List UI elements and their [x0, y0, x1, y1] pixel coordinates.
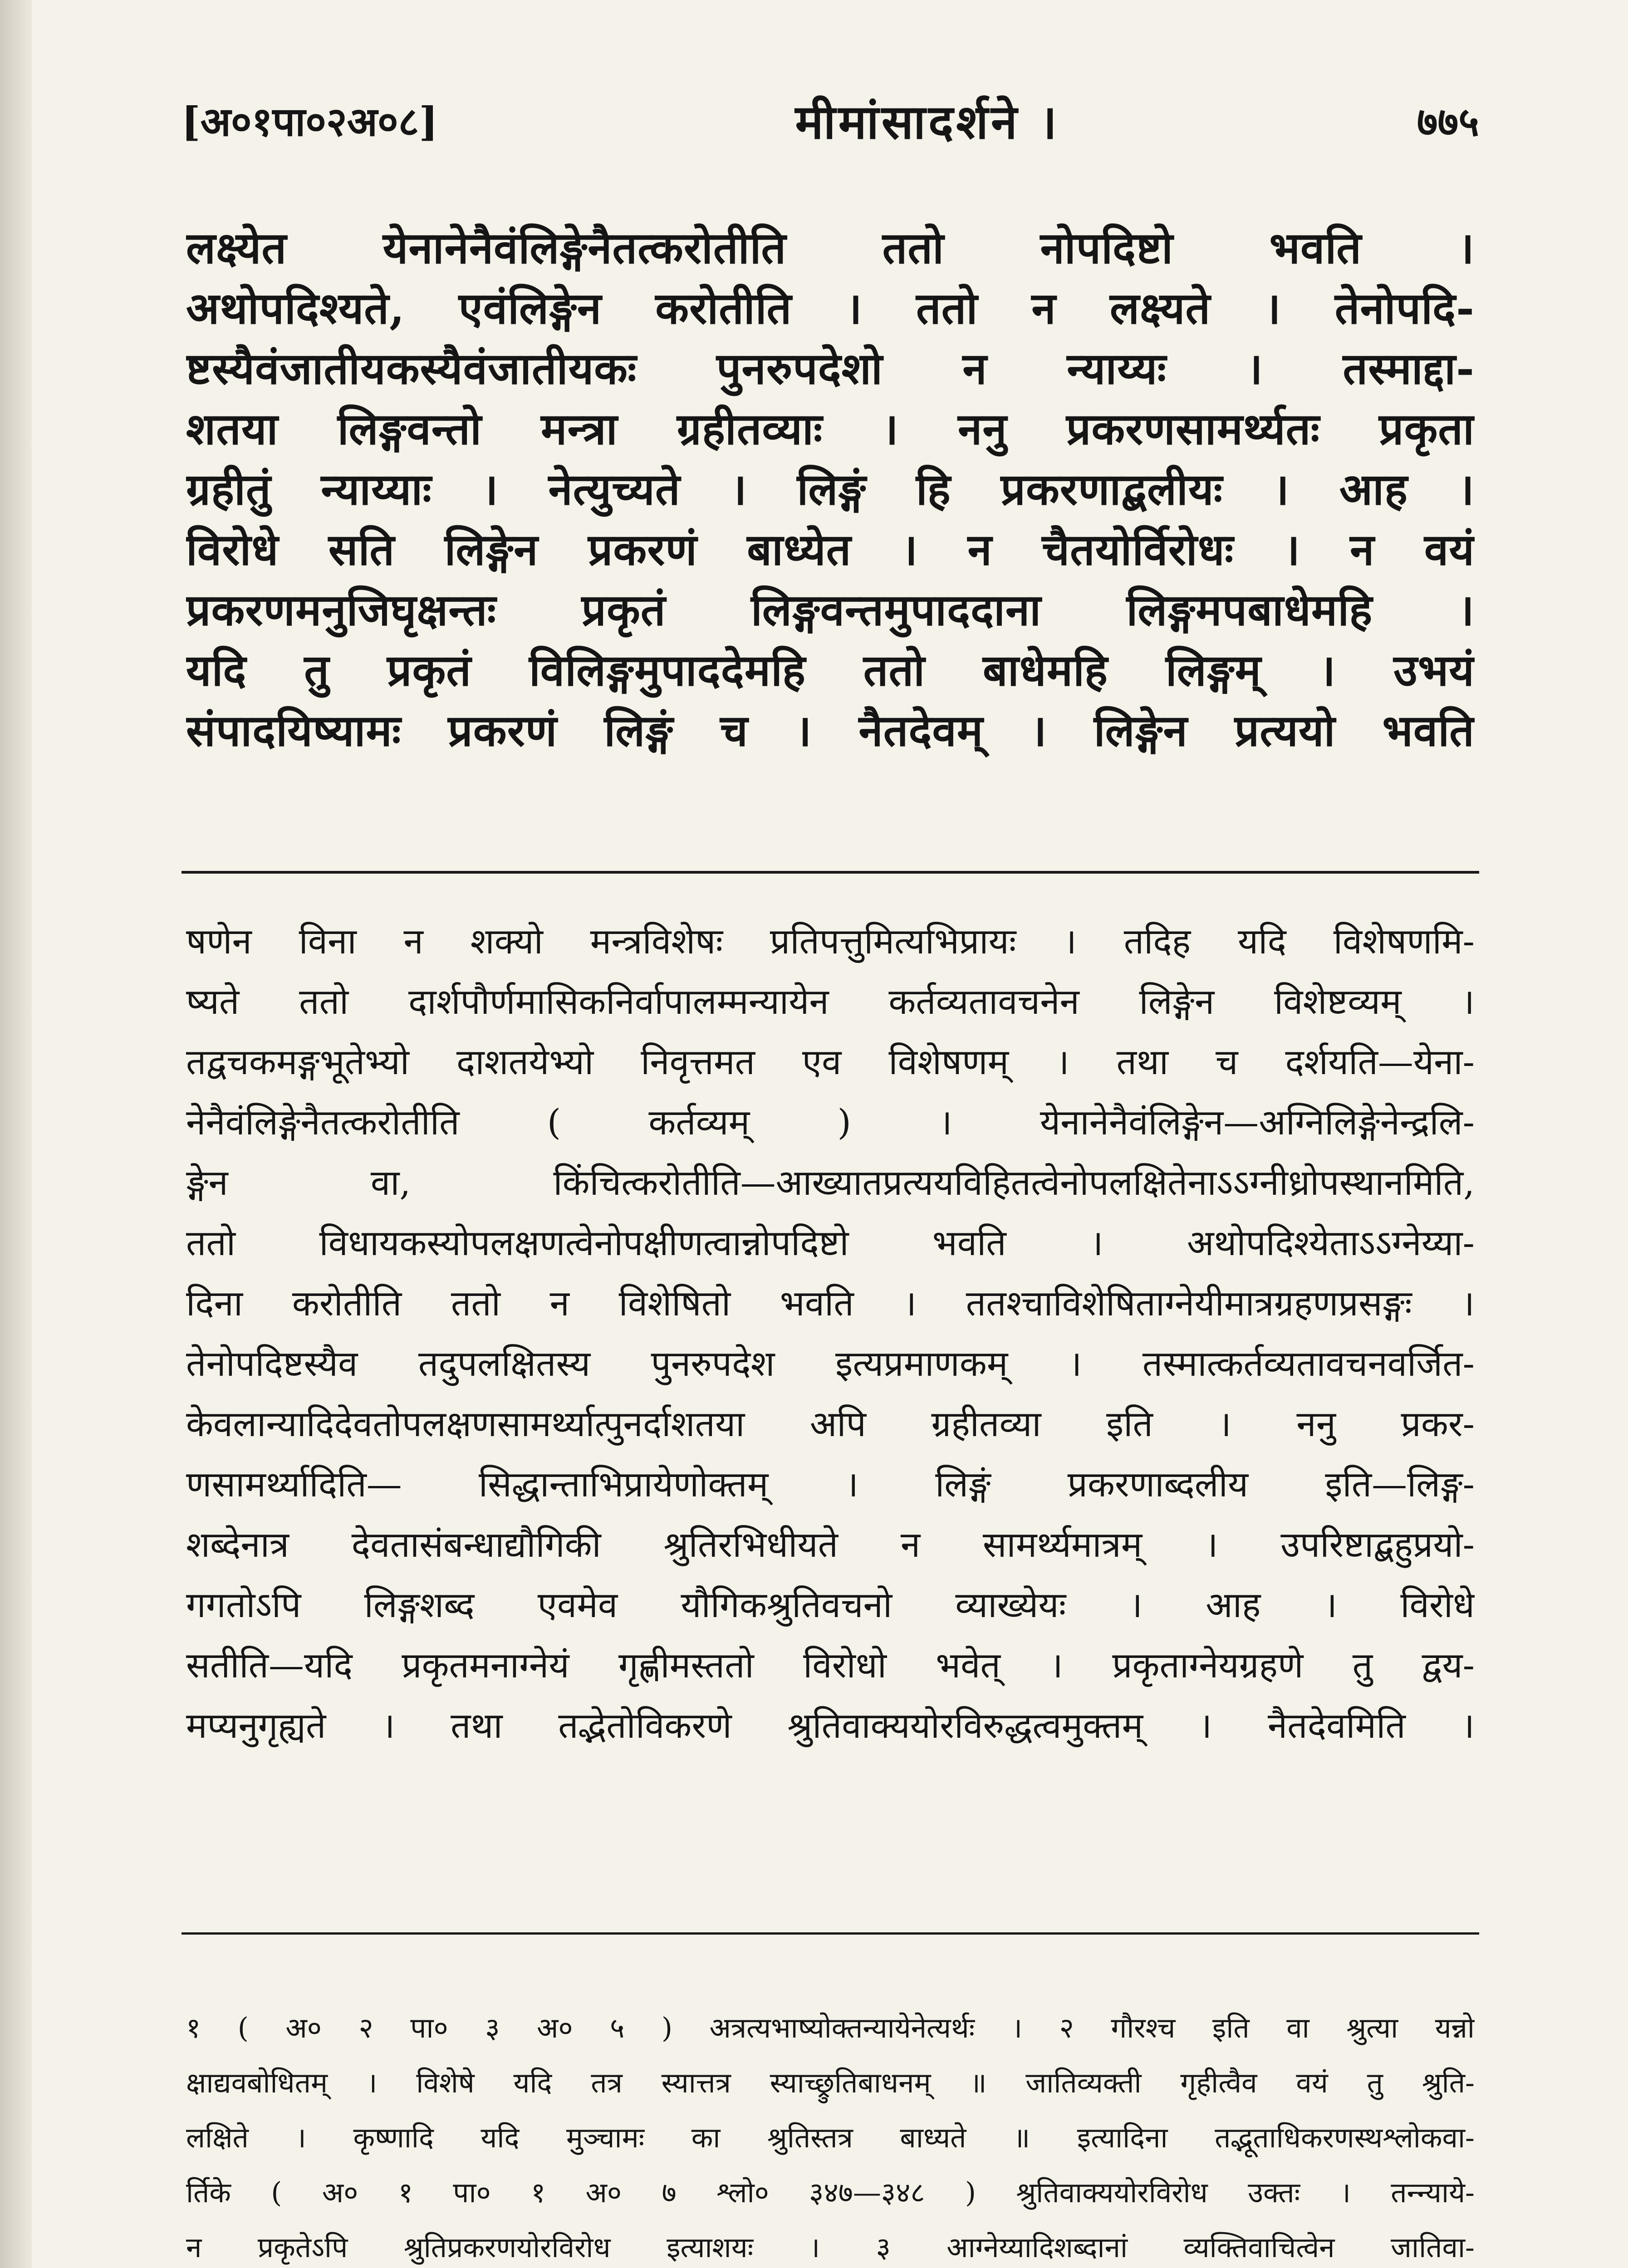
commentary-line: गगतोऽपि लिङ्गशब्द एवमेव यौगिकश्रुतिवचनो व्याख्येयः । आह । विरोधे: [186, 1585, 1475, 1626]
commentary-line: शब्देनात्र देवतासंबन्धाद्यौगिकी श्रुतिरभिधीयते न सामर्थ्यमात्रम् । उपरिष्टाद्बहुप्रयो-: [186, 1525, 1475, 1565]
commentary-line: मप्यनुगृह्यते । तथा तद्भेतोविकरणे श्रुतिवाक्ययोरविरुद्धत्वमुक्तम् । नैतदेवमिति ।: [186, 1706, 1475, 1746]
footnote-line: लक्षिते । कृष्णादि यदि मुञ्चामः का श्रुतिस्तत्र बाध्यते ॥ इत्यादिना तद्भूताधिकरणस्थश्लोकवा-: [186, 2121, 1475, 2154]
main-text-line: संपादयिष्यामः प्रकरणं लिङ्गं च । नैतदेवम् । लिङ्गेन प्रत्ययो भवति: [186, 705, 1475, 756]
footnote-line: १ ( अ० २ पा० ३ अ० ५ ) अत्रत्यभाष्योक्तन्यायेनेत्यर्थः । २ गौरश्च इति वा श्रुत्या यन्नो: [186, 2011, 1475, 2044]
footnote-divider: [181, 1932, 1479, 1935]
main-text-line: अथोपदिश्यते, एवंलिङ्गेन करोतीति । ततो न लक्ष्यते । तेनोपदि-: [186, 283, 1475, 334]
main-text-line: लक्ष्येत येनानेनैवंलिङ्गेनैतत्करोतीति ततो नोपदिष्टो भवति ।: [186, 222, 1475, 274]
section-reference: [अ०१पा०२अ०८]: [181, 98, 438, 145]
footnote-line: न प्रकृतेऽपि श्रुतिप्रकरणयोरविरोध इत्याशयः । ३ आग्नेय्यादिशब्दानां व्यक्तिवाचित्वेन जातिवा-: [186, 2231, 1475, 2264]
main-text-line: शतया लिङ्गवन्तो मन्त्रा ग्रहीतव्याः । ननु प्रकरणसामर्थ्यतः प्रकृता: [186, 403, 1475, 455]
commentary-line: ष्यते ततो दार्शपौर्णमासिकनिर्वापालम्मन्यायेन कर्तव्यतावचनेन लिङ्गेन विशेष्टव्यम् ।: [186, 982, 1475, 1022]
commentary-line: तेनोपदिष्टस्यैव तदुपलक्षितस्य पुनरुपदेश इत्यप्रमाणकम् । तस्मात्कर्तव्यतावचनवर्जित-: [186, 1344, 1475, 1384]
commentary-line: णसामर्थ्यादिति— सिद्धान्ताभिप्रायेणोक्तम् । लिङ्गं प्रकरणाब्दलीय इति—लिङ्ग-: [186, 1464, 1475, 1505]
commentary-line: केवलान्यादिदेवतोपलक्षणसामर्थ्यात्पुनर्दाशतया अपि ग्रहीतव्या इति । ननु प्रकर-: [186, 1404, 1475, 1445]
commentary-line: नेनैवंलिङ्गेनैतत्करोतीति ( कर्तव्यम् ) । येनानेनैवंलिङ्गेन—अग्निलिङ्गेनेन्द्रलि-: [186, 1102, 1475, 1143]
commentary-line: ततो विधायकस्योपलक्षणत्वेनोपक्षीणत्वान्नोपदिष्टो भवति । अथोपदिश्येताऽऽग्नेय्या-: [186, 1223, 1475, 1264]
footnotes-block: [186, 2000, 1475, 2268]
main-text-line: ष्टस्यैवंजातीयकस्यैवंजातीयकः पुनरुपदेशो न न्याय्यः । तस्माद्दा-: [186, 343, 1475, 394]
running-header: [181, 91, 1479, 150]
main-text-line: विरोधे सति लिङ्गेन प्रकरणं बाध्येत । न चैतयोर्विरोधः । न वयं: [186, 524, 1475, 575]
running-title: मीमांसादर्शने ।: [795, 93, 1060, 150]
commentary-line: सतीति—यदि प्रकृतमनाग्नेयं गृह्णीमस्ततो विरोधो भवेत् । प्रकृताग्नेयग्रहणे तु द्वय-: [186, 1645, 1475, 1686]
main-text-block: [186, 218, 1475, 761]
main-text-line: ग्रहीतुं न्याय्याः । नेत्युच्यते । लिङ्गं हि प्रकरणाद्बलीयः । आह ।: [186, 464, 1475, 515]
commentary-line: षणेन विना न शक्यो मन्त्रविशेषः प्रतिपत्तुमित्यभिप्रायः । तदिह यदि विशेषणमि-: [186, 921, 1475, 962]
commentary-line: तद्वचकमङ्गभूतेभ्यो दाशतयेभ्यो निवृत्तमत एव विशेषणम् । तथा च दर्शयति—येना-: [186, 1042, 1475, 1083]
section-divider: [181, 871, 1479, 874]
main-text-line: प्रकरणमनुजिघृक्षन्तः प्रकृतं लिङ्गवन्तमुपाददाना लिङ्गमपबाधेमहि ।: [186, 584, 1475, 635]
commentary-line: ङ्गेन वा, किंचित्करोतीति—आख्यातप्रत्ययविहितत्वेनोपलक्षितेनाऽऽग्नीध्रोपस्थानमिति,: [186, 1163, 1475, 1203]
commentary-block: [186, 912, 1475, 1756]
footnote-line: क्षाद्यवबोधितम् । विशेषे यदि तत्र स्यात्तत्र स्याच्छ्रुतिबाधनम् ॥ जातिव्यक्ती गृहीत्वैव वयं तु श्रुति-: [186, 2066, 1475, 2099]
commentary-line: दिना करोतीति ततो न विशेषितो भवति । ततश्चाविशेषिताग्नेयीमात्रग्रहणप्रसङ्गः ।: [186, 1283, 1475, 1324]
footnote-line: र्तिके ( अ० १ पा० १ अ० ७ श्लो० ३४७—३४८ ) श्रुतिवाक्ययोरविरोध उक्तः । तन्न्याये-: [186, 2176, 1475, 2209]
page-binding-edge: [0, 0, 32, 2268]
page-number: ७७५: [1417, 98, 1479, 145]
main-text-line: यदि तु प्रकृतं विलिङ्गमुपाददेमहि ततो बाधेमहि लिङ्गम् । उभयं: [186, 645, 1475, 696]
